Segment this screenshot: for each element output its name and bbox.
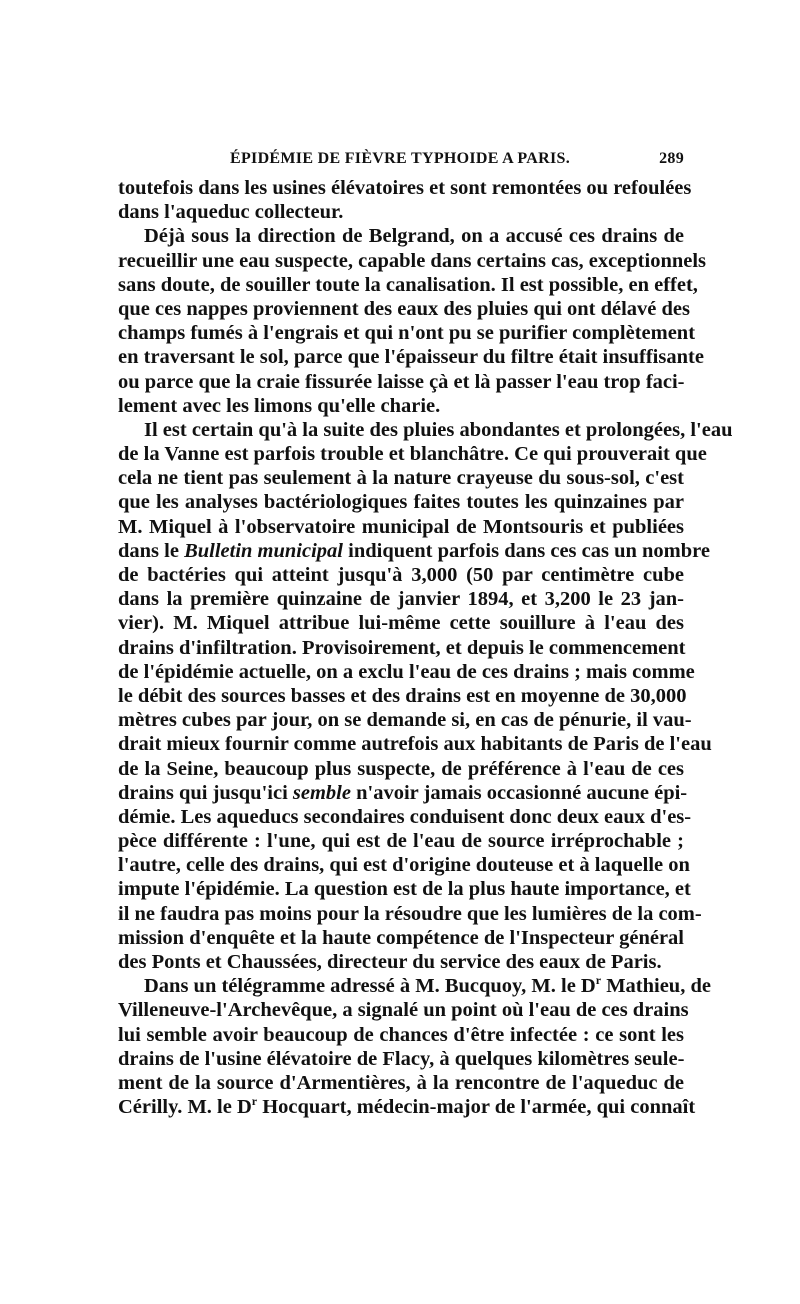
text-line: de la Vanne est parfois trouble et blanchâtre. Ce qui prouverait que	[118, 443, 707, 466]
italic-text: Bulletin municipal	[184, 539, 343, 562]
text-line: de bactéries qui atteint jusqu'à 3,000 (50 par centimètre cube	[118, 564, 684, 586]
text-line: drains de l'usine élévatoire de Flacy, à quelques kilomètres seule-	[118, 1047, 685, 1070]
text-line	[118, 539, 710, 563]
text-line: que ces nappes proviennent des eaux des pluies qui ont délavé des	[118, 297, 691, 320]
paragraph	[118, 224, 707, 418]
text-line: ou parce que la craie fissurée laisse çà et là passer l'eau trop faci-	[118, 370, 685, 393]
text-line: mission d'enquête et la haute compétence de l'Inspecteur général	[118, 926, 684, 949]
superscript: r	[595, 973, 602, 988]
text-line: mètres cubes par jour, on se demande si, en cas de pénurie, il vau-	[118, 709, 692, 732]
italic-text: semble	[292, 781, 351, 804]
text-line: Villeneuve-l'Archevêque, a signalé un point où l'eau de ces drains	[118, 999, 689, 1022]
text-line: sans doute, de souiller toute la canalisation. Il est possible, en effet,	[118, 273, 698, 296]
text-line: vier). M. Miquel attribue lui-même cette souillure à l'eau des	[118, 612, 684, 635]
text-line	[118, 781, 688, 805]
running-title: ÉPIDÉMIE DE FIÈVRE TYPHOIDE A PARIS.	[230, 150, 571, 167]
text-line: de l'épidémie actuelle, on a exclu l'eau de ces drains ; mais comme	[118, 660, 695, 683]
paragraph	[118, 418, 733, 974]
text-segment: indiquent parfois dans ces cas un nombre	[343, 539, 710, 562]
text-line: impute l'épidémie. La question est de la plus haute importance, et	[118, 878, 691, 901]
text-line: le débit des sources basses et des drains est en moyenne de 30,000	[118, 684, 687, 707]
text-segment: Dans un télégramme adressé à M. Bucquoy, M. le D	[144, 975, 596, 998]
text-segment: Cérilly. M. le D	[118, 1096, 252, 1119]
text-line: il ne faudra pas moins pour la résoudre que les lumières de la com-	[118, 902, 702, 925]
text-line: drains d'infiltration. Provisoirement, et depuis le commencement	[118, 636, 686, 659]
text-segment: dans le	[118, 539, 185, 562]
text-line	[118, 973, 711, 998]
paragraph	[118, 973, 711, 1119]
text-line: lui semble avoir beaucoup de chances d'être infectée : ce sont les	[118, 1023, 684, 1046]
text-line: drait mieux fournir comme autrefois aux habitants de Paris de l'eau	[118, 733, 712, 756]
text-line: que les analyses bactériologiques faites toutes les quinzaines par	[118, 491, 684, 514]
text-line: démie. Les aqueducs secondaires conduisent donc deux eaux d'es-	[118, 805, 692, 828]
text-line: lement avec les limons qu'elle charie.	[118, 394, 441, 417]
page-number: 289	[659, 150, 684, 167]
text-line: M. Miquel à l'observatoire municipal de Montsouris et publiées	[118, 515, 684, 538]
text-line: dans l'aqueduc collecteur.	[118, 201, 344, 224]
text-line: toutefois dans les usines élévatoires et sont remontées ou refoulées	[118, 177, 692, 199]
text-segment: Hocquart, médecin-major de l'armée, qui connaît	[257, 1096, 696, 1119]
paragraph	[118, 176, 692, 224]
text-line: ment de la source d'Armentières, à la rencontre de l'aqueduc de	[118, 1071, 684, 1094]
text-line: recueillir une eau suspecte, capable dans certains cas, exceptionnels	[118, 249, 707, 272]
text-segment: drains qui jusqu'ici	[118, 781, 293, 804]
text-line: cela ne tient pas seulement à la nature crayeuse du sous-sol, c'est	[118, 467, 684, 490]
text-line: de la Seine, beaucoup plus suspecte, de préférence à l'eau de ces	[118, 757, 684, 780]
text-line: pèce différente : l'une, qui est de l'eau de source irréprochable ;	[118, 830, 684, 853]
text-line: Déjà sous la direction de Belgrand, on a accusé ces drains de	[144, 225, 684, 248]
text-line: en traversant le sol, parce que l'épaisseur du filtre était insuffisante	[118, 346, 704, 369]
superscript: r	[251, 1094, 258, 1109]
page-header	[118, 150, 684, 174]
body-text	[118, 176, 733, 1119]
text-line	[118, 1094, 696, 1119]
text-segment: n'avoir jamais occasionné aucune épi-	[350, 781, 688, 804]
text-line: des Ponts et Chaussées, directeur du service des eaux de Paris.	[118, 951, 662, 973]
text-segment: Mathieu, de	[601, 975, 711, 998]
text-line: dans la première quinzaine de janvier 1894, et 3,200 le 23 jan-	[118, 588, 684, 611]
text-line: l'autre, celle des drains, qui est d'origine douteuse et à laquelle on	[118, 854, 690, 877]
text-line: champs fumés à l'engrais et qui n'ont pu se purifier complètement	[118, 322, 696, 345]
text-line: Il est certain qu'à la suite des pluies abondantes et prolongées, l'eau	[144, 418, 733, 441]
